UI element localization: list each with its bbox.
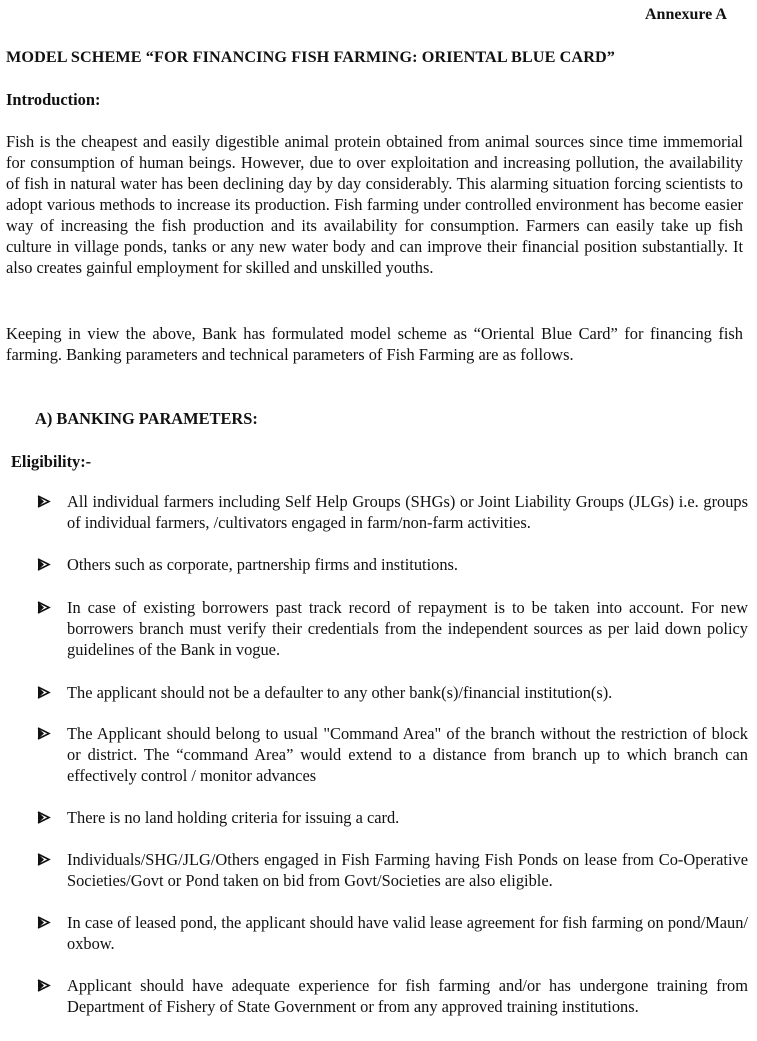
arrow-bullet-icon xyxy=(36,807,54,828)
document-title: MODEL SCHEME “FOR FINANCING FISH FARMING: ORIENTAL BLUE CARD” xyxy=(6,48,615,66)
eligibility-item-text: Applicant should have adequate experience for fish farming and/or has undergone training from Department of Fishery of State Government or from any approved training institutions. xyxy=(67,976,748,1016)
eligibility-item xyxy=(36,975,748,1017)
arrow-bullet-icon xyxy=(36,597,54,618)
arrow-bullet-icon xyxy=(36,723,54,744)
eligibility-item xyxy=(36,597,748,660)
eligibility-item xyxy=(36,807,748,828)
eligibility-item-text: In case of existing borrowers past track record of repayment is to be taken into account. For new borrowers branch must verify their credentials from the independent sources as per laid down policy guidelines of the Bank in vogue. xyxy=(67,598,748,659)
arrow-bullet-icon xyxy=(36,849,54,870)
eligibility-heading: Eligibility:- xyxy=(11,452,92,471)
eligibility-item xyxy=(36,723,748,786)
arrow-bullet-icon xyxy=(36,912,54,933)
annexure-label: Annexure A xyxy=(645,6,727,23)
eligibility-item-text: The applicant should not be a defaulter to any other bank(s)/financial institution(s). xyxy=(67,683,613,702)
eligibility-item-text: All individual farmers including Self Help Groups (SHGs) or Joint Liability Groups (JLGs) i.e. groups of individual farmers, /cultivators engaged in farm/non-farm activities. xyxy=(67,492,748,532)
arrow-bullet-icon xyxy=(36,682,54,703)
introduction-paragraph-2: Keeping in view the above, Bank has formulated model scheme as “Oriental Blue Card” for financing fish farming. Banking parameters and technical parameters of Fish Farming are as follows. xyxy=(6,324,743,364)
eligibility-item-text: Others such as corporate, partnership firms and institutions. xyxy=(67,555,459,574)
introduction-heading: Introduction: xyxy=(6,90,101,109)
eligibility-item xyxy=(36,682,748,703)
eligibility-item-text: There is no land holding criteria for issuing a card. xyxy=(67,808,400,827)
banking-parameters-heading: A) BANKING PARAMETERS: xyxy=(35,409,258,428)
eligibility-item-text: Individuals/SHG/JLG/Others engaged in Fish Farming having Fish Ponds on lease from Co-Operative Societies/Govt or Pond taken on bid from Govt/Societies are also eligible. xyxy=(67,850,748,890)
eligibility-item xyxy=(36,491,748,533)
arrow-bullet-icon xyxy=(36,554,54,575)
eligibility-item-text: The Applicant should belong to usual "Command Area" of the branch without the restriction of block or district. The “command Area” would extend to a distance from branch up to which branch can effectively control / monitor advances xyxy=(67,724,748,785)
arrow-bullet-icon xyxy=(36,491,54,512)
arrow-bullet-icon xyxy=(36,975,54,996)
eligibility-item xyxy=(36,912,748,954)
eligibility-item xyxy=(36,849,748,891)
introduction-paragraph-1: Fish is the cheapest and easily digestible animal protein obtained from animal sources since time immemorial for consumption of human beings. However, due to over exploitation and increasing pollution, the availability of fish in natural water has been declining day by day considerably. This alarming situation forcing scientists to adopt various methods to increase its production. Fish farming under controlled environment has become easier way of increasing the fish production and its availability for consumption. Farmers can easily take up fish culture in village ponds, tanks or any new water body and can improve their financial position substantially. It also creates gainful employment for skilled and unskilled youths. xyxy=(6,132,743,277)
eligibility-item-text: In case of leased pond, the applicant should have valid lease agreement for fish farming on pond/Maun/ oxbow. xyxy=(67,913,748,953)
eligibility-item xyxy=(36,554,748,575)
